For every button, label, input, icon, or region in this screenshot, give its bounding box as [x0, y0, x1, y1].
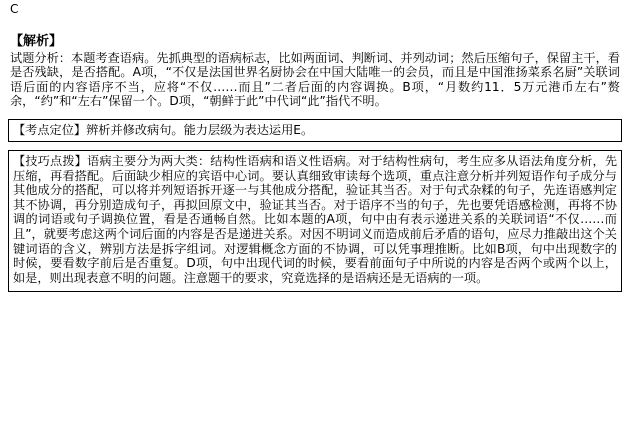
tips-line — [13, 154, 617, 285]
tips-heading: 【技巧点拨】 — [13, 154, 87, 169]
locate-text: 辨析并修改病句。能力层级为表达运用E。 — [86, 122, 314, 137]
analysis-text: 试题分析：本题考查语病。先抓典型的语病标志，比如两面词、判断词、并列动词；然后压缩句子，保留主干，看是否残缺，是否搭配。A项，“不仅是法国世界名厨协会在中国大陆唯一的会员，而且是中国淮扬菜系名厨”关联词语后面的内容语序不当，应将“不仅……而且”二者后面的内容调换。B项，“月数约11．5万元港币左右”赘余，“约”和“左右”保留一个。D项，“朝鲜于此”中代词“此”指代不明。 — [10, 51, 620, 109]
exam-point-box — [8, 119, 622, 142]
tips-text: 语病主要分为两大类：结构性语病和语义性语病。对于结构性病句，考生应多从语法角度分析，先压缩，再看搭配。后面缺少相应的宾语中心词。要认真细致审读每个选项，重点注意分析并列短语作句子成分与其他成分的搭配，可以将并列短语拆开逐一与其他成分搭配，验证其当否。对于句式杂糅的句子，先连语感判定其不协调，再分别造成句子，再拟回原文中，验证其当否。对于语序不当的句子，先也要凭语感检测，再将不协调的词语或句子调换位置，看是否通畅自然。比如本题的A项，句中由有表示递进关系的关联词语“不仅……而且”，就要考虑这两个词后面的内容是否是递进关系。对因不明词义而造成前后矛盾的语句，应尽力推敲出这个关键词语的含义，辨别方法是拆字组词。对逻辑概念方面的不协调，可以凭事理推断。比如B项，句中出现数字的时候，要看数字前后是否重复。D项，句中出现代词的时候，要看前面句子中所说的内容是否两个或两个以上，如是，则出现表意不明的问题。注意题干的要求，究竟选择的是语病还是无语病的一项。 — [13, 154, 618, 285]
analysis-heading: 【解析】 — [10, 34, 63, 49]
answer-letter: C — [10, 2, 19, 16]
exam-point-line — [13, 123, 617, 137]
tips-box — [8, 150, 622, 292]
locate-heading: 【考点定位】 — [13, 122, 87, 137]
